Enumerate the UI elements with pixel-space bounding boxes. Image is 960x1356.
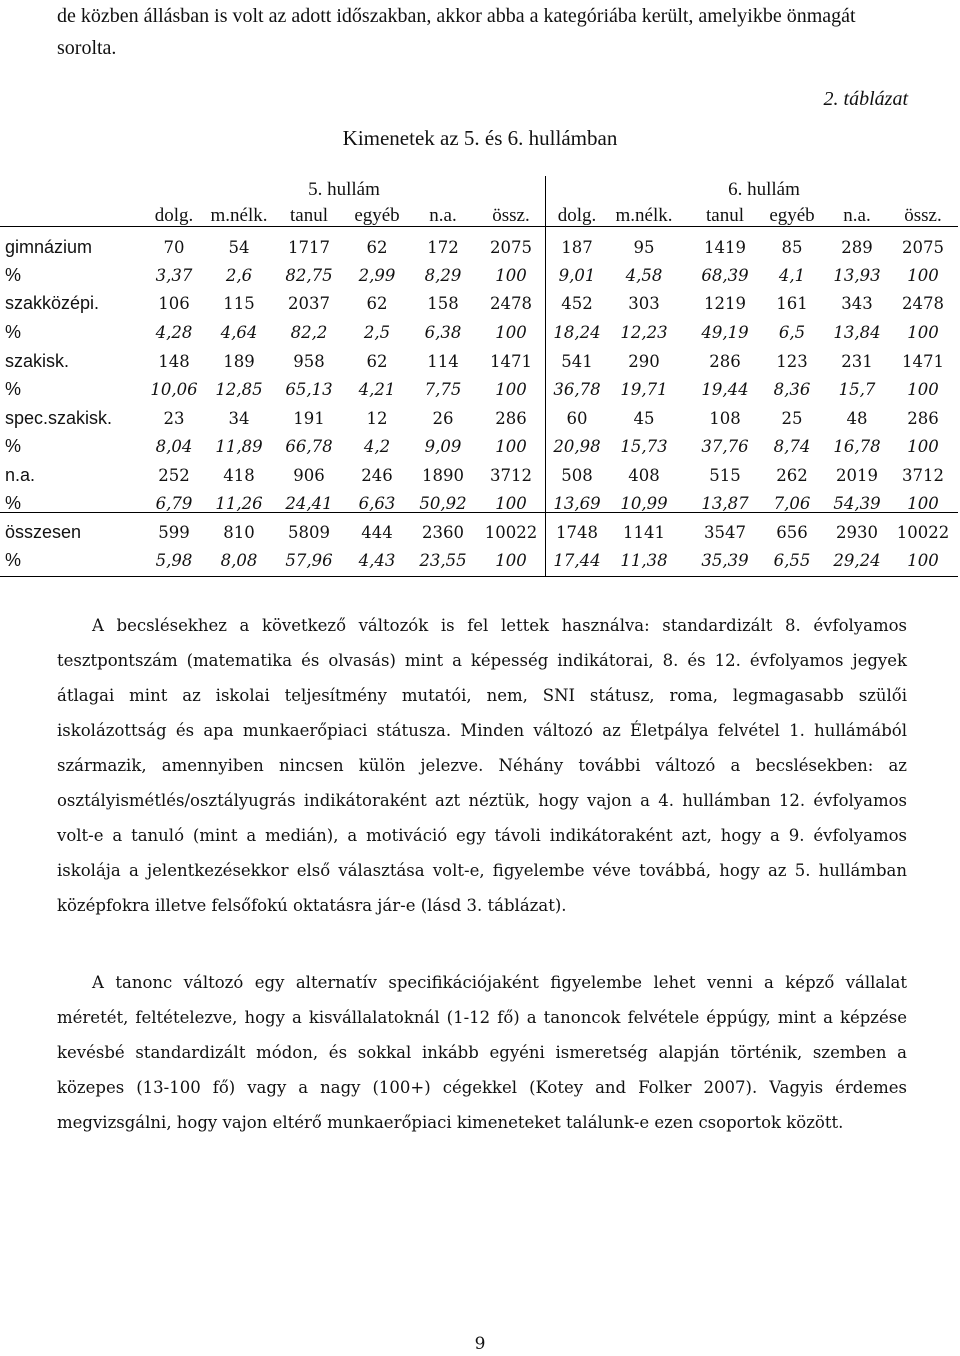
- table-cell: 68,39: [701, 266, 749, 285]
- table-cell: 958: [293, 352, 325, 371]
- column-header: n.a.: [429, 205, 457, 226]
- table-cell: 100: [495, 437, 527, 456]
- table-cell: 62: [366, 352, 388, 371]
- table-cell: 15,73: [620, 437, 668, 456]
- table-cell: 252: [158, 466, 190, 485]
- table-cell: 6,79: [155, 494, 193, 513]
- table-cell: 286: [495, 409, 527, 428]
- table-cell: 262: [776, 466, 808, 485]
- table-cell: 4,43: [358, 551, 396, 570]
- table-cell: 9,09: [424, 437, 462, 456]
- table-cell: 2,5: [363, 323, 391, 342]
- table-cell: 12,23: [620, 323, 668, 342]
- table-cell: 6,38: [424, 323, 462, 342]
- table-cell: 13,87: [701, 494, 749, 513]
- intro-text: de közben állásban is volt az adott időszakban, akkor abba a kategóriába került, amelyikbe önmagát sorolta.: [57, 5, 856, 59]
- table-cell: 123: [776, 352, 808, 371]
- table-cell: 2075: [902, 238, 944, 257]
- table-cell: 541: [561, 352, 593, 371]
- table-cell: 10022: [484, 523, 538, 542]
- table-cell: 13,93: [833, 266, 881, 285]
- table-cell: 95: [633, 238, 655, 257]
- table-cell: 100: [907, 551, 939, 570]
- table-cell: 1141: [623, 523, 665, 542]
- table-cell: 5809: [288, 523, 330, 542]
- table-cell: 191: [293, 409, 325, 428]
- table-cell: 100: [907, 323, 939, 342]
- column-header: össz.: [904, 205, 942, 226]
- table-cell: 810: [223, 523, 255, 542]
- table-cell: 8,36: [773, 380, 811, 399]
- table-cell: 2019: [836, 466, 878, 485]
- table-cell: 6,63: [358, 494, 396, 513]
- table-cell: 35,39: [701, 551, 749, 570]
- table-cell: 1419: [704, 238, 746, 257]
- table-cell: 115: [223, 294, 255, 313]
- table-number-label: 2. táblázat: [823, 88, 908, 110]
- table-cell: 82,2: [290, 323, 328, 342]
- table-cell: 19,71: [620, 380, 668, 399]
- bottom-rule: [0, 576, 958, 577]
- wave-divider: [545, 176, 546, 576]
- table-cell: 70: [163, 238, 185, 257]
- table-cell: 6,55: [773, 551, 811, 570]
- paragraph-1: A becslésekhez a következő változók is fel lettek használva: standardizált 8. évfolyamos tesztpontszám (matematika és olvasás) mint a képesség indikátorai, 8. és 12. évfolyamos jegyek átlagai mint az iskolai teljesítmény mutatói, nem, SNI státusz, roma, legmagasabb szülői iskolázottság és apa munkaerőpiaci státusza. Minden változó az Életpálya felvétel 1. hullámából származik, amennyiben nincsen külön jelezve. Néhány további változó a becslésekben: az osztályismétlés/osztályugrás indikátoraként azt néztük, hogy vajon a 4. hullámban 12. évfolyamos volt-e a tanuló (mint a medián), a motiváció egy távoli indikátoraként azt, hogy a 9. évfolyamos iskolája a jelentkezésekkor első választása volt-e, figyelembe véve továbbá, hogy az 5. hullámban középfokra illetve felsőfokú oktatásra jár-e (lásd 3. táblázat).: [57, 616, 907, 915]
- table-cell: 2930: [836, 523, 878, 542]
- table-cell: 100: [495, 551, 527, 570]
- table-cell: 65,13: [285, 380, 333, 399]
- table-cell: 100: [495, 494, 527, 513]
- table-cell: 54,39: [833, 494, 881, 513]
- table-cell: 4,58: [625, 266, 663, 285]
- table-cell: 13,69: [553, 494, 601, 513]
- table-cell: 15,7: [838, 380, 876, 399]
- table-cell: 172: [427, 238, 459, 257]
- table-cell: 303: [628, 294, 660, 313]
- table-cell: 114: [427, 352, 459, 371]
- table-cell: 49,19: [701, 323, 749, 342]
- row-label: spec.szakisk.: [5, 408, 113, 428]
- table-cell: 3,37: [155, 266, 193, 285]
- row-label: %: [5, 436, 22, 456]
- table-cell: 289: [841, 238, 873, 257]
- column-header: m.nélk.: [210, 205, 268, 226]
- table-cell: 1890: [422, 466, 464, 485]
- table-cell: 2037: [288, 294, 330, 313]
- table-cell: 4,21: [358, 380, 396, 399]
- row-label: szakközépi.: [5, 293, 100, 313]
- table-cell: 100: [495, 323, 527, 342]
- table-cell: 148: [158, 352, 190, 371]
- table-cell: 4,64: [220, 323, 258, 342]
- table-cell: 418: [223, 466, 255, 485]
- table-cell: 508: [561, 466, 593, 485]
- table-cell: 2075: [490, 238, 532, 257]
- table-cell: 7,75: [424, 380, 462, 399]
- wave-header: 5. hullám: [308, 179, 380, 200]
- results-table: [0, 176, 960, 586]
- table-cell: 4,2: [363, 437, 391, 456]
- table-cell: 187: [561, 238, 593, 257]
- table-cell: 20,98: [553, 437, 601, 456]
- table-cell: 37,76: [701, 437, 749, 456]
- table-cell: 82,75: [285, 266, 333, 285]
- table-cell: 1471: [902, 352, 944, 371]
- table-cell: 17,44: [553, 551, 601, 570]
- table-cell: 11,26: [215, 494, 263, 513]
- column-header: m.nélk.: [615, 205, 673, 226]
- table-cell: 6,5: [778, 323, 806, 342]
- table-cell: 2478: [490, 294, 532, 313]
- table-cell: 7,06: [773, 494, 811, 513]
- table-cell: 515: [709, 466, 741, 485]
- table-cell: 10,06: [150, 380, 198, 399]
- table-cell: 60: [566, 409, 588, 428]
- table-cell: 100: [907, 494, 939, 513]
- table-cell: 8,29: [424, 266, 462, 285]
- table-cell: 1717: [288, 238, 330, 257]
- table-cell: 24,41: [285, 494, 333, 513]
- table-cell: 11,89: [215, 437, 263, 456]
- table-cell: 23: [163, 409, 185, 428]
- column-header: egyéb: [769, 205, 815, 226]
- table-cell: 23,55: [419, 551, 467, 570]
- table-cell: 100: [495, 380, 527, 399]
- table-cell: 158: [427, 294, 459, 313]
- table-cell: 246: [361, 466, 393, 485]
- table-cell: 11,38: [620, 551, 668, 570]
- column-header: össz.: [492, 205, 530, 226]
- table-cell: 45: [633, 409, 655, 428]
- table-title: Kimenetek az 5. és 6. hullámban: [342, 126, 618, 150]
- table-cell: 54: [228, 238, 250, 257]
- table-cell: 444: [361, 523, 393, 542]
- table-cell: 106: [158, 294, 190, 313]
- table-cell: 408: [628, 466, 660, 485]
- column-header: dolg.: [154, 205, 194, 226]
- column-header: egyéb: [354, 205, 400, 226]
- table-cell: 66,78: [285, 437, 333, 456]
- table-cell: 286: [709, 352, 741, 371]
- table-cell: 290: [628, 352, 660, 371]
- table-cell: 189: [223, 352, 255, 371]
- table-cell: 4,1: [778, 266, 806, 285]
- table-cell: 16,78: [833, 437, 881, 456]
- table-cell: 8,08: [220, 551, 258, 570]
- table-cell: 34: [228, 409, 250, 428]
- table-cell: 161: [776, 294, 808, 313]
- table-cell: 231: [841, 352, 873, 371]
- table-cell: 57,96: [285, 551, 333, 570]
- table-cell: 100: [907, 380, 939, 399]
- table-cell: 25: [781, 409, 803, 428]
- table-cell: 452: [561, 294, 593, 313]
- table-cell: 3547: [704, 523, 746, 542]
- table-cell: 62: [366, 238, 388, 257]
- table-cell: 100: [907, 437, 939, 456]
- table-cell: 48: [846, 409, 868, 428]
- table-cell: 9,01: [558, 266, 596, 285]
- table-cell: 1219: [704, 294, 746, 313]
- table-cell: 108: [709, 409, 741, 428]
- table-cell: 5,98: [155, 551, 193, 570]
- table-cell: 12: [366, 409, 388, 428]
- table-cell: 26: [432, 409, 454, 428]
- column-header: n.a.: [843, 205, 871, 226]
- column-header: tanul: [706, 205, 744, 226]
- table-cell: 4,28: [155, 323, 193, 342]
- row-label: %: [5, 550, 22, 570]
- table-cell: 18,24: [553, 323, 601, 342]
- table-cell: 62: [366, 294, 388, 313]
- row-label: %: [5, 265, 22, 285]
- table-cell: 100: [495, 266, 527, 285]
- row-label: %: [5, 379, 22, 399]
- table-cell: 85: [781, 238, 803, 257]
- table-cell: 656: [776, 523, 808, 542]
- table-cell: 36,78: [553, 380, 601, 399]
- table-cell: 10022: [896, 523, 950, 542]
- table-cell: 100: [907, 266, 939, 285]
- row-label: gimnázium: [5, 237, 93, 257]
- row-label: %: [5, 493, 22, 513]
- table-cell: 3712: [490, 466, 532, 485]
- wave-header: 6. hullám: [728, 179, 800, 200]
- table-cell: 10,99: [620, 494, 668, 513]
- row-label: n.a.: [5, 465, 36, 485]
- table-cell: 13,84: [833, 323, 881, 342]
- table-cell: 2,99: [358, 266, 396, 285]
- row-label: összesen: [5, 522, 82, 542]
- table-cell: 343: [841, 294, 873, 313]
- table-cell: 29,24: [833, 551, 881, 570]
- table-cell: 19,44: [701, 380, 749, 399]
- table-cell: 12,85: [215, 380, 263, 399]
- table-cell: 286: [907, 409, 939, 428]
- table-cell: 599: [158, 523, 190, 542]
- column-header: dolg.: [557, 205, 597, 226]
- table-cell: 2,6: [225, 266, 253, 285]
- table-cell: 8,04: [155, 437, 193, 456]
- table-cell: 50,92: [419, 494, 467, 513]
- column-header: tanul: [290, 205, 328, 226]
- table-cell: 2360: [422, 523, 464, 542]
- table-cell: 1748: [556, 523, 598, 542]
- paragraph-2: A tanonc változó egy alternatív specifikációjaként figyelembe lehet venni a képző vállalat méretét, feltételezve, hogy a kisvállalatoknál (1-12 fő) a tanoncok felvétele éppúgy, mint a képzése kevésbé standardizált módon, és sokkal inkább egyéni ismeretség alapján történik, szemben a közepes (13-100 fő) vagy a nagy (100+) cégekkel (Kotey and Folker 2007). Vagyis érdemes megvizsgálni, hogy vajon eltérő munkaerőpiaci kimeneteket találunk-e ezen csoportok között.: [57, 973, 907, 1132]
- row-label: szakisk.: [5, 351, 70, 371]
- page-number: 9: [474, 1334, 486, 1354]
- table-cell: 8,74: [773, 437, 811, 456]
- table-cell: 1471: [490, 352, 532, 371]
- table-cell: 906: [293, 466, 325, 485]
- row-label: %: [5, 322, 22, 342]
- table-cell: 3712: [902, 466, 944, 485]
- table-cell: 2478: [902, 294, 944, 313]
